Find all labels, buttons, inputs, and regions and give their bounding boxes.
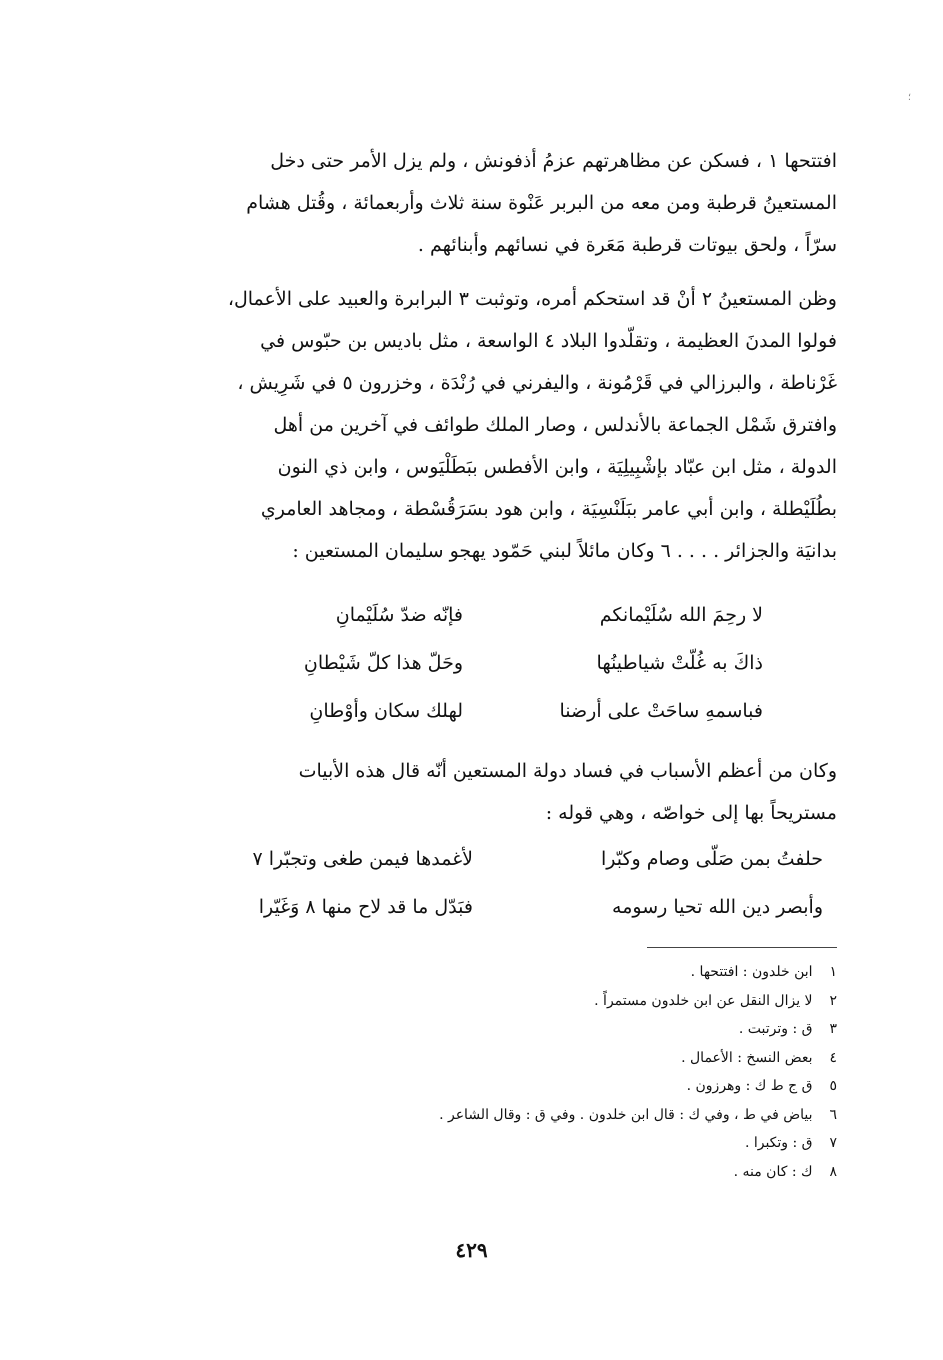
verse [133, 848, 823, 896]
footnote-text: ق : وتكبرا . [744, 1135, 813, 1151]
footnote [137, 1158, 837, 1187]
verse-first-hemistich: لا رحِمَ الله سُلَيْمانكم [599, 604, 763, 626]
verse [163, 604, 763, 652]
footnote-text: ق ج ط ك : وهرزون . [686, 1078, 813, 1094]
footnote-number: ٨ [829, 1163, 837, 1180]
paragraph-1 [137, 140, 837, 266]
text-line: الدولة ، مثل ابن عبّاد بإشْبِيلِيَة ، وابن الأفطس ببَطَلْيَوس ، وابن ذي النون [277, 456, 837, 478]
verse-second-hemistich: فإنّه ضدّ سُلَيْمانِ [335, 604, 463, 626]
verse-second-hemistich: لهلك سكان وأوْطانِ [309, 700, 463, 722]
verse-first-hemistich: ذاكَ به غُلّتْ شياطينُها [596, 652, 763, 674]
poem-1 [163, 604, 763, 748]
text-line: بدانيَة والجزائر . . . . ٦ وكان مائلاً لبني حَمّود يهجو سليمان المستعين : [292, 540, 837, 562]
footnote-text: بعض النسخ : الأعمال . [681, 1049, 813, 1066]
footnote [137, 1101, 837, 1130]
footnote-number: ٦ [829, 1106, 837, 1123]
footnote-text: ق : وترتبت . [738, 1021, 813, 1037]
footnote [137, 1015, 837, 1044]
text-line: فولوا المدنَ العظيمة ، وتقلّدوا البلاد ٤ الواسعة ، مثل باديس بن حبّوس في [260, 330, 837, 352]
footnote [137, 987, 837, 1016]
verse-first-hemistich: وأبصر دين الله تحيا رسومه [612, 896, 823, 918]
text-line: وكان من أعظم الأسباب في فساد دولة المستعين أنّه قال هذه الأبيات [298, 760, 837, 782]
text-line: وافترق شَمْل الجماعة بالأندلس ، وصار الملك طوائف في آخرين من أهل [273, 414, 837, 436]
verse [163, 700, 763, 748]
text-line: المستعينُ قرطبة ومن معه من البربر عَنْوة سنة ثلاث وأربعمائة ، وقُتل هشام [246, 192, 837, 214]
footnote-number: ١ [829, 964, 837, 980]
verse-second-hemistich: وحَلّ هذا كلّ شَيْطانِ [303, 652, 463, 674]
footnote-number: ٣ [829, 1021, 837, 1037]
paragraph-3 [137, 750, 837, 834]
footnote [137, 1129, 837, 1158]
paragraph-2 [137, 278, 837, 572]
text-line: وظن المستعينُ ٢ أنْ قد استحكم أمره، وتوثبت ٣ البرابرة والعبيد على الأعمال، [227, 288, 837, 310]
footnote-number: ٤ [829, 1049, 837, 1066]
footnote-number: ٢ [829, 992, 837, 1009]
text-line: مستريحاً بها إلى خواصّه ، وهي قوله : [545, 802, 837, 824]
margin-mark: ؛ [907, 92, 911, 103]
verse [133, 896, 823, 944]
footnote-text: ك : كان منه . [733, 1163, 813, 1180]
verse-second-hemistich: لأغمدها فيمن طغى وتجبّرا ٧ [252, 848, 473, 870]
footnote-number: ٥ [829, 1078, 837, 1094]
verse-first-hemistich: فباسمهِ ساحَتْ على أرضنا [559, 700, 763, 722]
verse-first-hemistich: حلفتُ بمن صَلّى وصام وكبّرا [600, 848, 823, 870]
footnote [137, 958, 837, 987]
footnotes [137, 958, 837, 1186]
page-number: ٤٢٩ [455, 1238, 488, 1262]
footnote-text: بياض في ط ، وفي ك : قال ابن خلدون . وفي ق : وقال الشاعر . [439, 1106, 813, 1123]
verse-second-hemistich: فبَدّل ما قد لاح منها ٨ وَغَيّرا [258, 896, 473, 918]
verse [163, 652, 763, 700]
poem-2 [133, 848, 823, 944]
footnote-number: ٧ [829, 1135, 837, 1151]
text-line: سرّاً ، ولحق بيوتات قرطبة مَعَرة في نسائهم وأبنائهم . [417, 234, 837, 256]
footnote-divider [647, 947, 837, 948]
text-line: غَرْناطة ، والبرزالي في قَرْمُونة ، واليفرني في رُنْدَة ، وخزرون ٥ في شَرِيش ، [237, 372, 837, 394]
footnote-text: لا يزال النقل عن ابن خلدون مستمراً . [594, 992, 813, 1009]
text-line: افتتحها ١ ، فسكن عن مظاهرتهم عزمُ أذفونش ، ولم يزل الأمر حتى دخل [270, 150, 837, 172]
footnote-text: ابن خلدون : افتتحها . [690, 964, 813, 980]
footnote [137, 1072, 837, 1101]
text-line: بطُلَيْطلة ، وابن أبي عامر ببَلَنْسِيَة ، وابن هود بسَرَقُسْطة ، ومجاهد العامري [260, 498, 837, 520]
footnote [137, 1044, 837, 1073]
